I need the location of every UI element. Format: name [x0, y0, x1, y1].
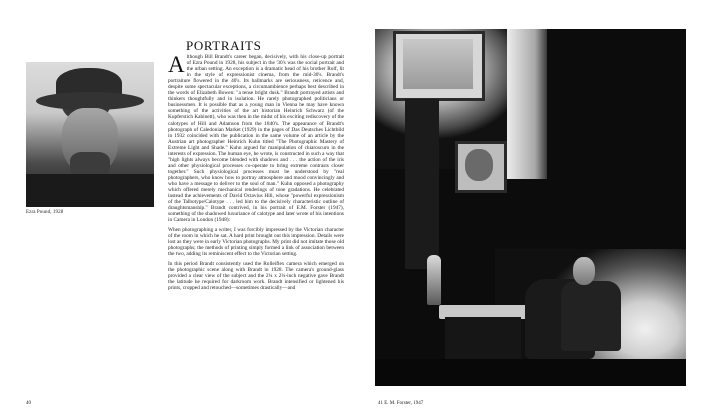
picture-top-image	[403, 39, 473, 89]
seated-figure	[561, 281, 621, 351]
figure-head	[573, 257, 595, 285]
coat	[26, 174, 154, 207]
paragraph-2: When photographing a writer, I was forcibly impressed by the Victorian character of the room in which he sat. A hard print brought out this impression. Details were lost as they were in early Victorian photographs. My print did not imitate those old photographs; the methods of printing simply formed a link of association between the two, adding its reminiscent effect to the Victorian setting.	[168, 226, 344, 258]
floor	[375, 359, 686, 386]
bookshelf	[405, 99, 439, 269]
page-number-left: 40	[26, 401, 31, 406]
em-forster-photo	[375, 29, 686, 386]
paragraph-3: In this period Brandt consistently used the Rolleiflex camera which emerged on the photographic scene along with Brandt in 1928. The camera's ground-glass provided a clear view of the subject and the 2¼ x 2¼-inch negative gave Brandt the latitude he required for darkroom work. Brandt intensified or lightened his prints, cropped and retouched—sometimes drastically—and	[168, 260, 344, 291]
portrait-in-frame	[465, 149, 493, 181]
page-title: PORTRAITS	[186, 38, 262, 53]
left-photo-caption: Ezra Pound, 1928	[26, 210, 64, 215]
ezra-pound-photo	[26, 62, 154, 207]
paragraph-1	[168, 54, 344, 223]
paragraph-1-text: lthough Bill Brandt's career began, decisively, with his close-up portrait of Ezra Pound in 1928, his subject in the '30's was the social portrait and the urban setting. An exception is a dramatic head of his brother Rolf, lit in the style of expressionist cinema, from the mid-30's. Brandt's portraiture flowered in the 40's. Its hallmarks are seriousness, reticence and, despite some spectacular exceptions, a circumambience perhaps best described in the words of Elizabeth Bowen: "a tense bright dusk." Brandt portrayed artists and thinkers thoughtfully and in isolation. He rarely photographed politicians or businessmen. It is possible that as a young man in Vienna he may have known something of the activities of the art historian Heinrich Schwarz (of the Kupferstich Kabinett), who was then in the midst of his exciting rediscovery of the calotypes of Hill and Adamson from the 1840's. The appearance of Brandt's photograph of Caledonian Market (1929) in the pages of Das Deutsches Lichtbild in 1932 coincided with the publication in the same volume of an article by the Austrian art photographer Heinrich Kuhn titled "The Photographic Mastery of Extreme Light and Shade." Kuhn argued for manipulation of chiaroscuro in the interests of expression. The human eye, he wrote, is constructed in such a way that "high lights always become blended with shadows and . . . the action of the iris and other physiological processes co-operate to bring extreme contrasts closer together." Such physiological processes must be understood by "real photographers, who know how to portray atmosphere and mood convincingly and who have a message to deliver to the soul of man." Kuhn opposed a photography which offered merely mechanical renderings of tone gradations. He celebrated instead the achievements of David Octavius Hill, whose "powerful expressionism of the Talbotype/Calotype . . . led him to the decisively characteristic outline of draughtsmanship." Brandt contrived, in his portrait of E.M. Forster (1947), something of the shadowed luxuriance of calotype and later wrote of his intentions in Camera in London (1948):	[168, 54, 344, 224]
essay-body	[168, 54, 344, 295]
dropcap: A	[168, 52, 185, 77]
right-photo-caption: 41 E. M. Forster, 1947	[378, 401, 424, 406]
lamp	[427, 255, 441, 305]
doorway	[507, 29, 547, 179]
